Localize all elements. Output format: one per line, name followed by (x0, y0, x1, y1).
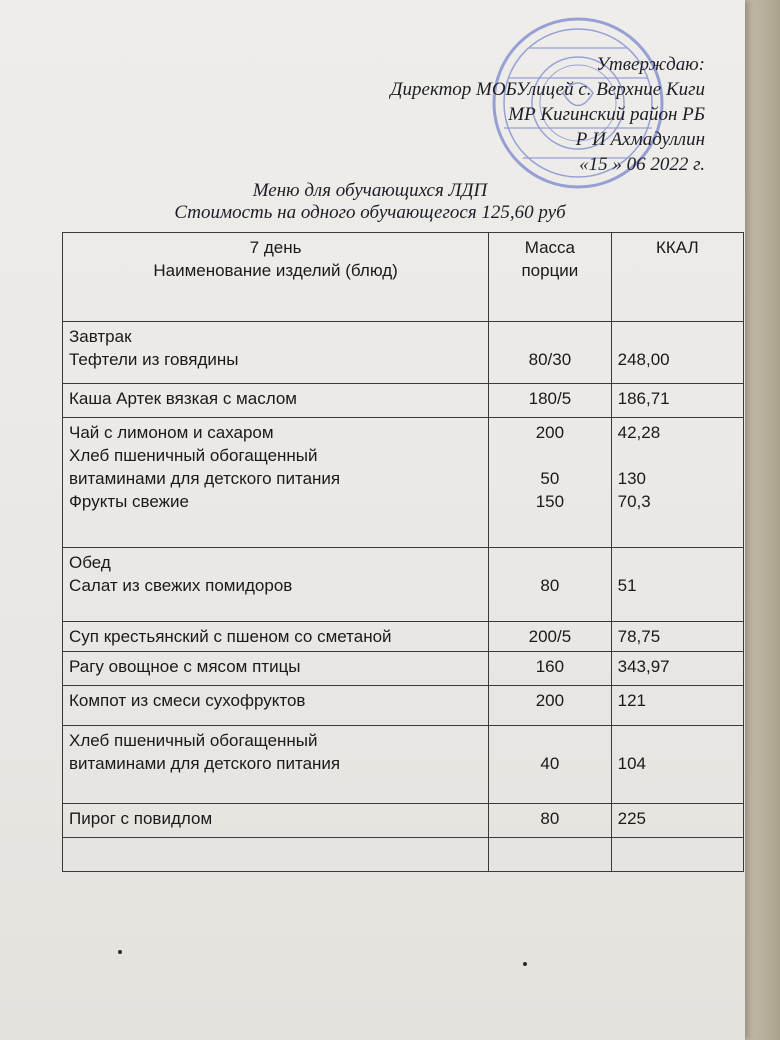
dish-name-cell-line: Рагу овощное с мясом птицы (69, 657, 301, 676)
portion-mass-cell (489, 804, 611, 838)
dish-name-cell-line: Салат из свежих помидоров (69, 576, 293, 595)
kcal-cell (611, 838, 743, 872)
kcal-cell-line: 248,00 (617, 350, 670, 369)
kcal-cell-line (618, 444, 737, 467)
table-row (63, 548, 744, 622)
portion-mass-cell-line (495, 444, 604, 467)
dish-name-cell-line: Обед (69, 553, 111, 572)
header-mass-line2: порции (521, 261, 579, 280)
approval-date: «15 » 06 2022 г. (579, 154, 705, 175)
menu-table (62, 232, 744, 872)
portion-mass-cell-line: 200/5 (528, 627, 572, 646)
portion-mass-cell (489, 652, 611, 686)
approval-name: Р И Ахмадуллин (575, 129, 705, 150)
dish-name-cell (63, 686, 489, 726)
dish-name-cell-line: Хлеб пшеничный обогащенный (69, 446, 318, 465)
header-kcal-cell (611, 233, 743, 322)
dish-name-cell-line: Компот из смеси сухофруктов (69, 691, 306, 710)
portion-mass-cell-line (495, 841, 604, 864)
dish-name-cell-line: Тефтели из говядины (69, 350, 239, 369)
kcal-cell-line: 130 (617, 469, 646, 488)
dish-name-cell (63, 384, 489, 418)
table-row (63, 686, 744, 726)
kcal-cell-line: 121 (617, 691, 646, 710)
background-surface (745, 0, 780, 1040)
kcal-cell (611, 652, 743, 686)
dish-name-cell-line: витаминами для детского питания (69, 754, 341, 773)
portion-mass-cell (489, 418, 611, 548)
kcal-cell (611, 322, 743, 384)
menu-heading (120, 180, 620, 224)
portion-mass-cell-line: 80 (540, 576, 560, 595)
table-row (63, 622, 744, 652)
kcal-cell (611, 622, 743, 652)
dish-name-cell-line: Фрукты свежие (69, 492, 189, 511)
header-kcal: ККАЛ (655, 238, 699, 257)
portion-mass-cell-line: 150 (535, 492, 565, 511)
kcal-cell (611, 804, 743, 838)
kcal-cell-line (618, 729, 737, 752)
portion-mass-cell (489, 622, 611, 652)
kcal-cell-line: 78,75 (617, 627, 661, 646)
kcal-cell (611, 548, 743, 622)
portion-mass-cell-line: 80 (540, 809, 560, 828)
portion-mass-cell (489, 384, 611, 418)
approval-block (285, 52, 705, 177)
portion-mass-cell (489, 726, 611, 804)
kcal-cell-line: 343,97 (617, 657, 670, 676)
dish-name-cell-line: Каша Артек вязкая с маслом (69, 389, 297, 408)
table-row (63, 652, 744, 686)
table-row (63, 838, 744, 872)
header-name: Наименование изделий (блюд) (153, 261, 398, 280)
ink-dot (118, 950, 122, 954)
ink-dot (523, 962, 527, 966)
dish-name-cell-line: Чай с лимоном и сахаром (69, 423, 274, 442)
table-header-row (63, 233, 744, 322)
approval-title: Утверждаю: (596, 54, 705, 75)
dish-name-cell (63, 838, 489, 872)
kcal-cell (611, 384, 743, 418)
portion-mass-cell-line: 180/5 (528, 389, 572, 408)
kcal-cell-line (618, 841, 737, 864)
portion-mass-cell (489, 838, 611, 872)
kcal-cell (611, 686, 743, 726)
header-day: 7 день (249, 238, 302, 257)
kcal-cell-line: 51 (617, 576, 637, 595)
dish-name-cell (63, 622, 489, 652)
header-name-cell (63, 233, 489, 322)
dish-name-cell (63, 418, 489, 548)
header-mass-line1: Масса (524, 238, 576, 257)
dish-name-cell (63, 322, 489, 384)
table-row (63, 418, 744, 548)
dish-name-cell-line: Пирог с повидлом (69, 809, 213, 828)
dish-name-cell (63, 652, 489, 686)
portion-mass-cell (489, 686, 611, 726)
portion-mass-cell-line (495, 729, 604, 752)
dish-name-cell (63, 726, 489, 804)
portion-mass-cell (489, 548, 611, 622)
approval-director: Директор МОБУлицей с. Верхние Киги (390, 79, 705, 100)
dish-name-cell-line: Завтрак (69, 327, 132, 346)
kcal-cell-line: 70,3 (617, 492, 651, 511)
portion-mass-cell-line: 50 (540, 469, 560, 488)
kcal-cell-line: 42,28 (617, 423, 661, 442)
portion-mass-cell (489, 322, 611, 384)
portion-mass-cell-line (495, 551, 604, 574)
approval-district: МР Кигинский район РБ (508, 104, 705, 125)
header-mass-cell (489, 233, 611, 322)
portion-mass-cell-line: 160 (535, 657, 565, 676)
portion-mass-cell-line: 200 (535, 423, 565, 442)
table-row (63, 384, 744, 418)
kcal-cell-line: 225 (617, 809, 646, 828)
menu-title: Меню для обучающихся ЛДП (252, 180, 488, 201)
dish-name-cell-line: Суп крестьянский с пшеном со сметаной (69, 627, 392, 646)
kcal-cell (611, 726, 743, 804)
kcal-cell-line: 186,71 (617, 389, 670, 408)
table-row (63, 322, 744, 384)
kcal-cell (611, 418, 743, 548)
kcal-cell-line (618, 325, 737, 348)
kcal-cell-line (618, 551, 737, 574)
dish-name-cell-line: витаминами для детского питания (69, 469, 341, 488)
portion-mass-cell-line (495, 325, 604, 348)
portion-mass-cell-line: 80/30 (528, 350, 572, 369)
dish-name-cell-line: Хлеб пшеничный обогащенный (69, 731, 318, 750)
table-row (63, 726, 744, 804)
dish-name-cell (63, 804, 489, 838)
kcal-cell-line: 104 (617, 754, 646, 773)
table-row (63, 804, 744, 838)
dish-name-cell (63, 548, 489, 622)
cost-line: Стоимость на одного обучающегося 125,60 руб (174, 202, 566, 223)
portion-mass-cell-line: 200 (535, 691, 565, 710)
dish-name-cell-line (69, 841, 482, 864)
portion-mass-cell-line: 40 (540, 754, 560, 773)
